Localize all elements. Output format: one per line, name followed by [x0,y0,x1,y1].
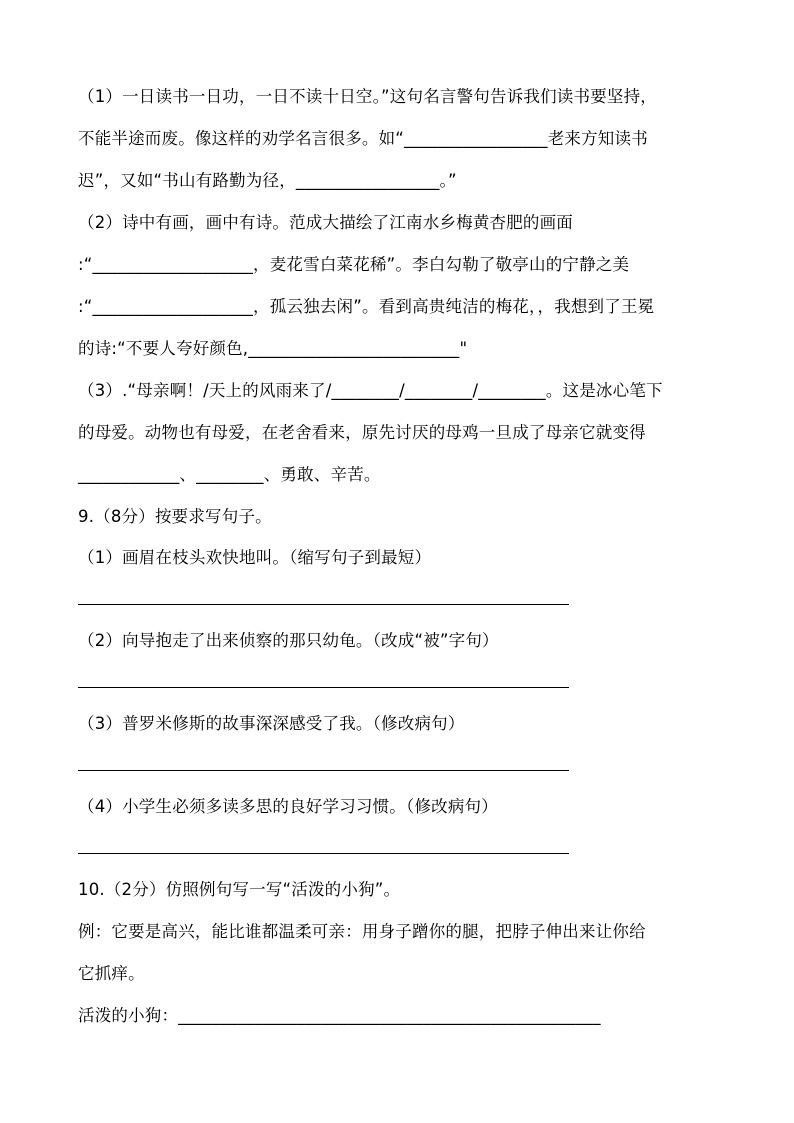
q8-part1-line2: 不能半途而废。像这样的劝学名言很多。如“_________________老来方知读书 [78,129,648,148]
q10-example-line1: 例：它要是高兴，能比谁都温柔可亲：用身子蹭你的腿，把脖子伸出来让你给 [78,922,646,941]
q8-part2-line4: 的诗:“不要人夸好颜色,_________________________" [78,339,468,358]
q8-part2-line1: （2）诗中有画，画中有诗。范成大描绘了江南水乡梅黄杏肥的画面 [78,213,573,232]
q10-example-line2: 它抓痒。 [78,964,145,983]
q9-answer-line-2[interactable] [78,687,569,688]
q9-item-3: （3）普罗米修斯的故事深深感受了我。（修改病句） [78,714,465,733]
q8-part2-line3: :“___________________，孤云独去闲”。看到高贵纯洁的梅花，，我想到了王冕 [78,297,655,316]
q8-part3-line1: （3）.“母亲啊！/天上的风雨来了/________/________/________。这是冰心笔下 [78,381,663,400]
q9-header: 9.（8分）按要求写句子。 [78,507,272,526]
q9-answer-line-4[interactable] [78,853,569,854]
q9-answer-line-1[interactable] [78,604,569,605]
q8-part1-line1: （1）一日读书一日功，一日不读十日空。”这句名言警句告诉我们读书要坚持， [78,87,657,106]
q10-answer-line[interactable]: 活泼的小狗：__________________________________________________ [78,1006,601,1025]
q9-item-2: （2）向导抱走了出来侦察的那只幼龟。（改成“被”字句） [78,631,499,650]
q9-item-4: （4）小学生必须多读多思的良好学习习惯。（修改病句） [78,797,498,816]
q9-answer-line-3[interactable] [78,770,569,771]
q8-part3-line2: 的母爱。动物也有母爱，在老舍看来，原先讨厌的母鸡一旦成了母亲它就变得 [78,423,646,442]
q10-header: 10.（2分）仿照例句写一写“活泼的小狗”。 [78,880,401,899]
q8-part3-line3: ____________、________、勇敢、辛苦。 [78,465,381,484]
q8-part2-line2: :“___________________，麦花雪白菜花稀”。李白勾勒了敬亭山的宁静之美 [78,255,630,274]
q8-part1-line3: 迟”，又如“书山有路勤为径，_________________。” [78,171,457,190]
q9-item-1: （1）画眉在枝头欢快地叫。（缩写句子到最短） [78,548,432,567]
